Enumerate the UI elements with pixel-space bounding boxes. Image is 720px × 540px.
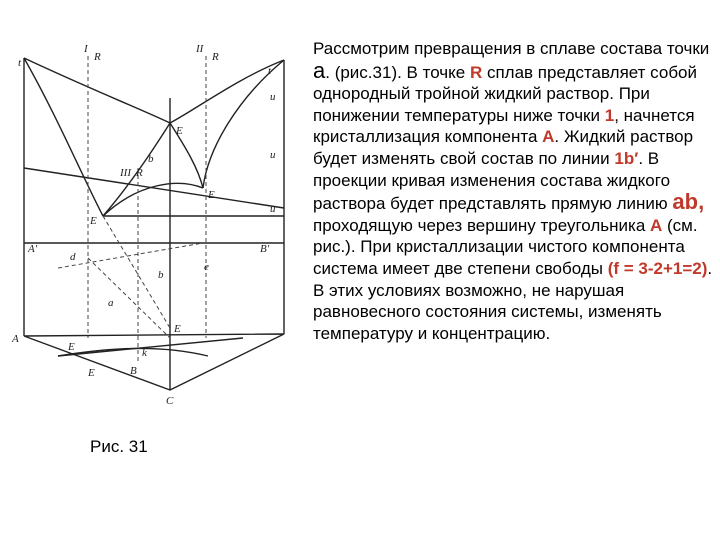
label-b: b [148,153,154,165]
label-R1: R [94,51,101,63]
liquidus-curve-c [24,58,103,216]
label-E1: E [176,125,183,137]
label-a: a [108,297,114,309]
label-E: E [68,341,75,353]
label-E2: E [208,189,215,201]
label-R2: R [212,51,219,63]
text-p2: . (рис.31). В точке [325,62,470,82]
label-A: A [12,333,19,345]
label-R3: R [136,167,143,179]
base-triangle [24,334,284,390]
label-k: k [142,347,147,359]
label-b2: b [158,269,164,281]
label-I: I [84,43,88,55]
label-e: e [204,261,209,273]
text-point-a: а [313,57,326,83]
figure-caption: Рис. 31 [90,437,148,456]
label-u2: u [270,149,276,161]
label-d: d [70,251,76,263]
text-point-1: 1 [604,105,615,125]
liquidus-curve-f [170,123,203,188]
label-u3: u [270,203,276,215]
base-curve [58,348,208,356]
label-E3: E [90,215,97,227]
text-p8: (см. рис.). При кристаллизации чистого компонента система имеет две степени свободы [313,215,698,278]
text-formula: (f = 3-2+1=2) [607,258,708,278]
text-p1: Рассмотрим превращения в сплаве состава точки [313,39,710,58]
text-line-ab: ab, [672,189,705,215]
label-B1: B' [260,243,270,255]
label-A1: A' [28,243,38,255]
label-II: II [196,43,204,55]
label-u1: u [270,91,276,103]
label-C: C [166,395,174,407]
text-p6: . В проекции кривая изменения состава жидкого раствора будет представлять прямую линию [313,148,673,214]
label-t2: t [18,57,22,69]
text-p7: проходящую через вершину треугольника [313,215,651,235]
label-E4: E [174,323,181,335]
phase-diagram-figure [8,38,300,418]
text-p4: , начнется кристаллизация компонента [313,105,695,147]
label-III: III [120,167,131,179]
text-line-1b: 1b′ [614,148,639,168]
text-p5: . Жидкий раствор будет изменять свой состав по линии [313,127,694,168]
liquidus-curve-a [24,58,170,123]
text-p9: . В этих условиях возможно, не нарушая равновесного состояния системы, изменять температуру и концентрацию. [313,258,713,343]
label-E5: E [88,367,95,379]
liquidus-curve-b [170,60,284,123]
text-vertex-A: А [650,215,663,235]
section-upper [24,168,284,208]
label-B: B [130,365,137,377]
label-t1: t [268,65,272,77]
text-p3: сплав представляет собой однородный тройной жидкий раствор. При понижении температуры ниже точки [313,62,698,125]
text-point-R: R [469,62,483,82]
text-component-A: А [542,127,555,147]
body-paragraph [313,38,713,344]
base-chord [58,338,243,356]
tie-line-2 [58,243,203,268]
